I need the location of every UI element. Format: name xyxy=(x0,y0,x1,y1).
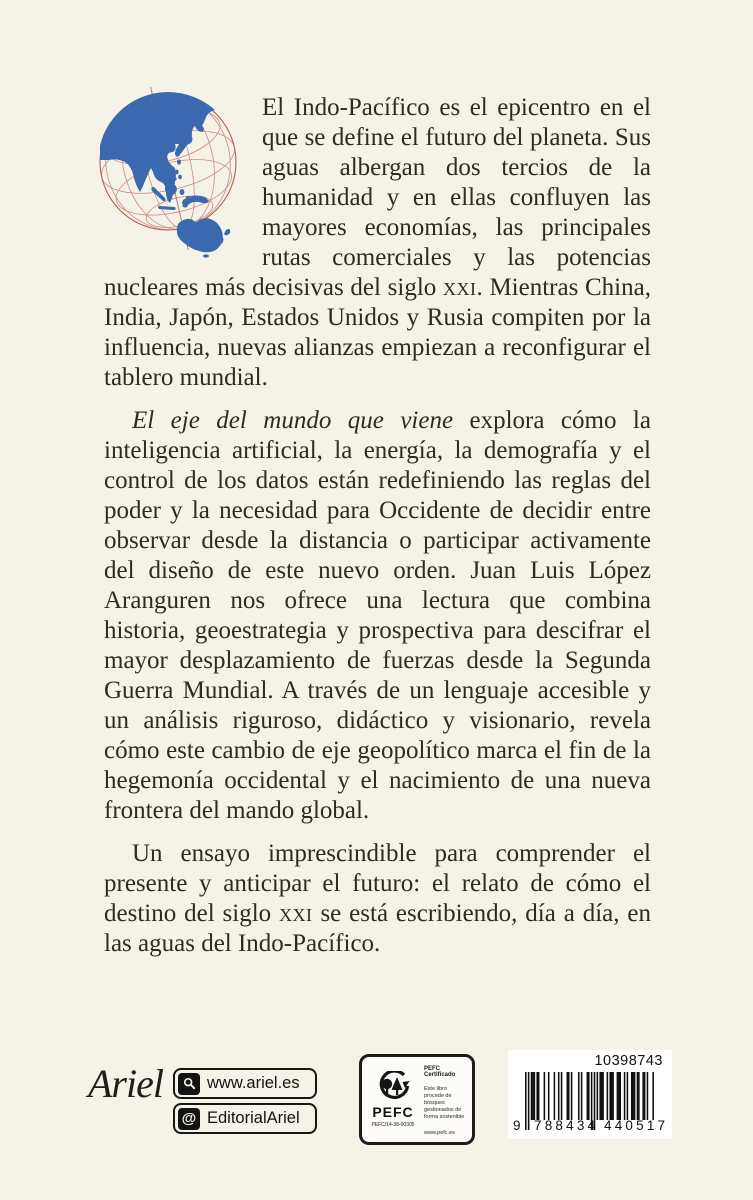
barcode-top-number: 10398743 xyxy=(594,1053,663,1069)
barcode-digits xyxy=(508,1118,672,1136)
synopsis-paragraph-3: Un ensayo imprescindible para comprender el presente y anticipar el futuro: el relato de cómo el destino del siglo xxi se está escribiendo, día a día, en las aguas del Indo-Pacífico. xyxy=(104,840,651,957)
ariel-publisher-logo: Ariel xyxy=(88,1061,163,1106)
globe-text-wrap-spacer xyxy=(104,93,262,269)
social-handle-label: EditorialAriel xyxy=(207,1109,300,1127)
synopsis-paragraph-2: El eje del mundo que viene explora cómo la inteligencia artificial, la energía, la demografía y el control de los datos están redefiniendo las reglas del poder y la necesidad para Occidente de decidir entre observar desde la distancia o participar activamente del diseño de este nuevo orden. Juan Luis López Aranguren nos ofrece una lectura que combina historia, geoestrategia y prospectiva para descifrar el mayor desplazamiento de fuerzas desde la Segunda Guerra Mundial. A través de un lenguaje accesible y un análisis riguroso, didáctico y visionario, revela cómo este cambio de eje geopolítico marca el fin de la hegemonía occidental y el nacimiento de una nueva frontera del mando global. xyxy=(104,407,651,824)
pefc-description: Este libro procede de bosques gestionados de forma sostenible xyxy=(424,1086,465,1120)
pefc-url: www.pefc.es xyxy=(424,1130,455,1136)
barcode-group1-digits: 788434 xyxy=(534,1118,599,1133)
ean13-barcode-panel xyxy=(508,1050,672,1139)
pefc-license-code: PEFC/14-38-00305 xyxy=(371,1122,415,1128)
website-badge xyxy=(173,1068,317,1099)
barcode-group2-digits: 440517 xyxy=(604,1118,669,1133)
pefc-acronym: PEFC xyxy=(372,1104,414,1120)
barcode-prefix-digit: 9 xyxy=(513,1118,521,1133)
synopsis-text xyxy=(104,93,651,959)
synopsis-paragraph-1: El Indo-Pacífico es el epicentro en el que se define el futuro del planeta. Sus aguas albergan dos tercios de la humanidad y en ellas confluyen las mayores economías, las principales rutas comerciales y las potencias nucleares más decisivas del siglo xxi. Mientras China, India, Japón, Estados Unidos y Rusia compiten por la influencia, nuevas alianzas empiezan a reconfigurar el tablero mundial. xyxy=(104,94,651,391)
pefc-text-column xyxy=(420,1057,472,1142)
at-icon: @ xyxy=(178,1108,200,1130)
social-badge xyxy=(173,1103,317,1134)
pefc-title: PEFC Certificado xyxy=(424,1066,456,1078)
pefc-trees-icon xyxy=(375,1071,411,1103)
pefc-logo-column xyxy=(362,1057,420,1142)
pefc-certificate-label xyxy=(359,1054,475,1145)
website-url-label: www.ariel.es xyxy=(207,1074,300,1092)
search-icon xyxy=(178,1073,200,1095)
